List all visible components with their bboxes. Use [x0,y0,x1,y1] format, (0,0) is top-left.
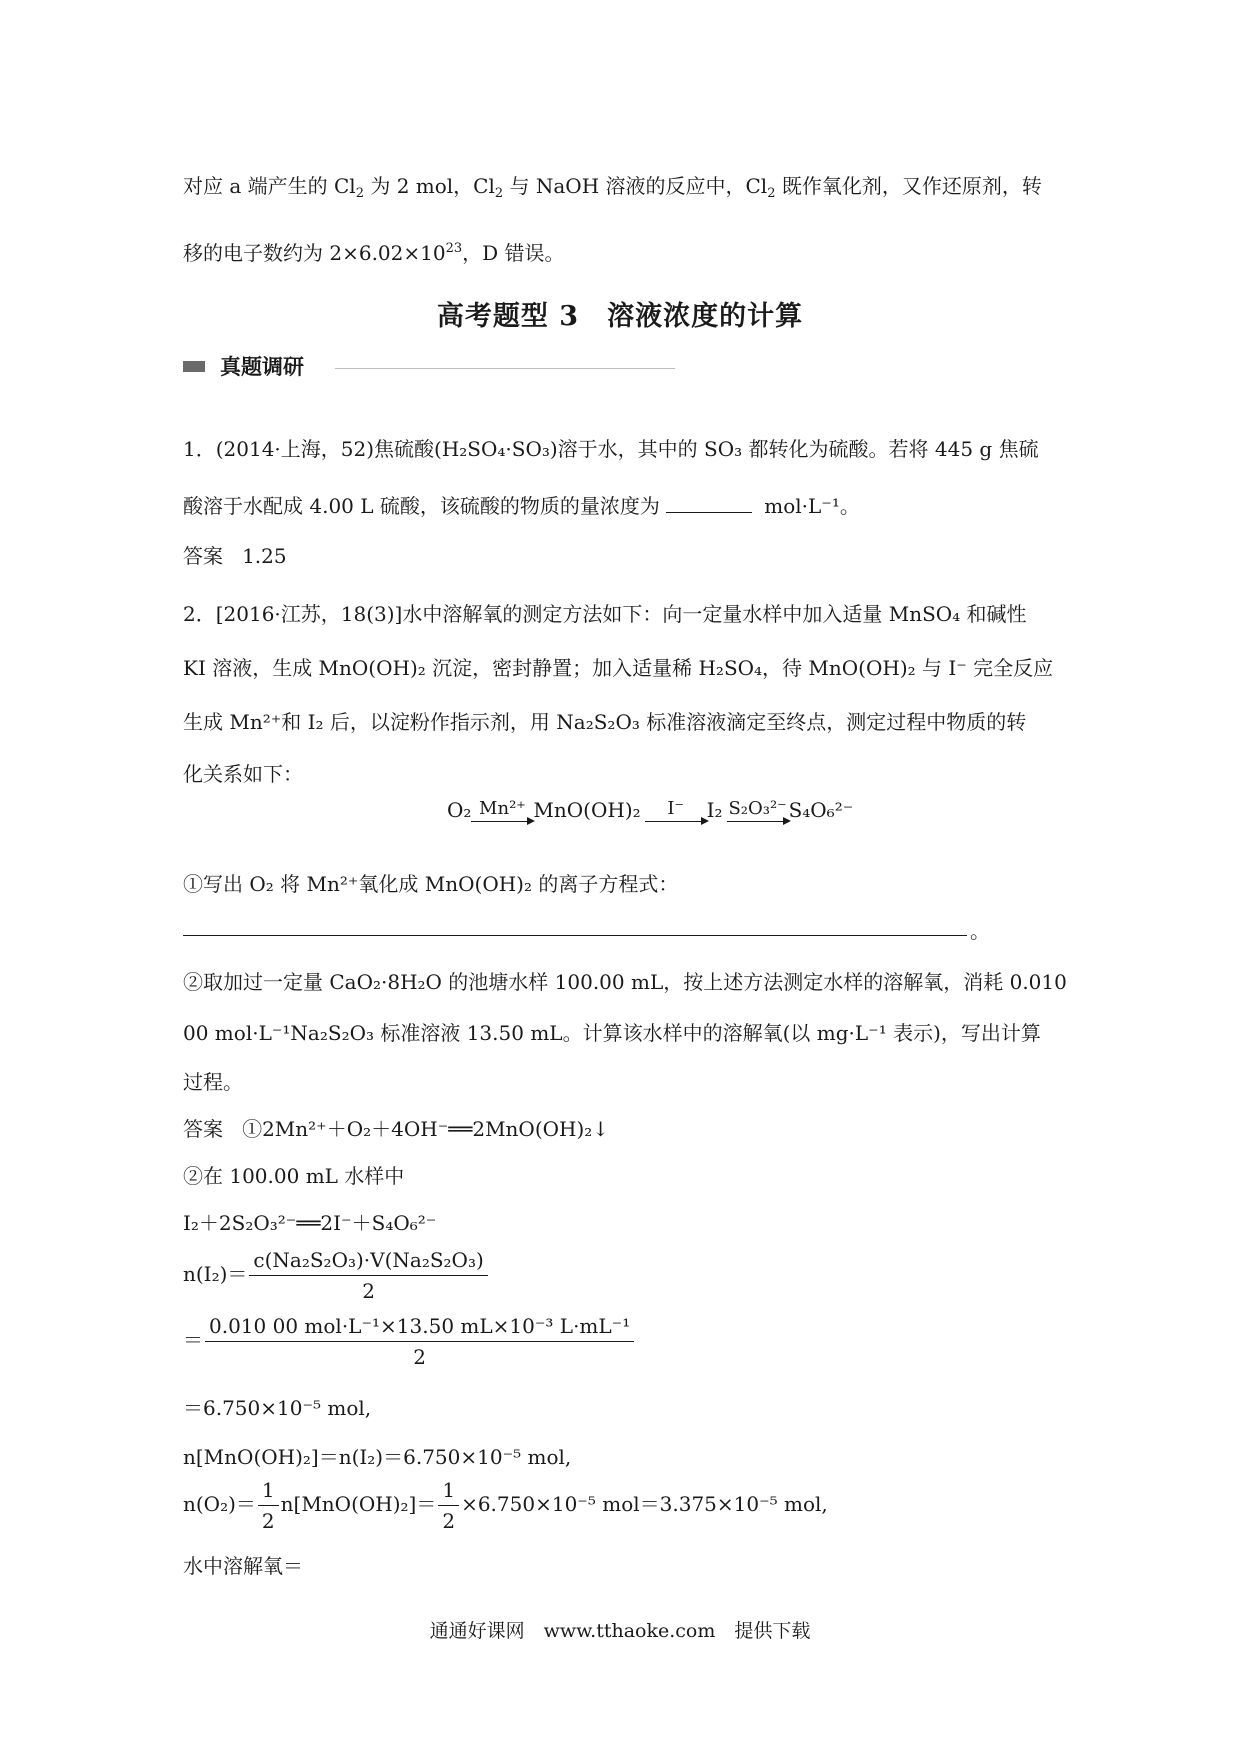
answer-label: 答案 [183,1117,223,1141]
answer-label: 答案 [183,544,223,568]
arrow-label: I⁻ [667,798,684,819]
fraction [205,1314,634,1369]
eq2-lhs: n(I₂)＝ [183,1262,248,1286]
fraction [249,1248,487,1303]
q2-line-2: KI 溶液，生成 MnO(OH)₂ 沉淀，密封静置；加入适量稀 H₂SO₄，待 MnO(OH)₂ 与 I⁻ 完全反应 [183,656,1054,680]
q2-part2-line-2: 00 mol·L⁻¹Na₂S₂O₃ 标准溶液 13.50 mL。计算该水样中的溶解氧(以 mg·L⁻¹ 表示)，写出计算 [183,1021,1041,1045]
reaction-scheme [447,795,853,822]
page-footer[interactable]: 通通好课网 www.tthaoke.com 提供下载 [429,1620,811,1642]
eq6-lhs: n(O₂)＝ [183,1492,256,1516]
q2-line-4: 化关系如下： [183,762,303,786]
q2-part1-period: 。 [970,919,990,943]
intro-text-e: 移的电子数约为 2×6.02×10 [183,241,446,265]
q2-line-3: 生成 Mn²⁺和 I₂ 后，以淀粉作指示剂，用 Na₂S₂O₃ 标准溶液滴定至终点，测定过程中物质的转 [183,710,1027,734]
q1-line-1: 1．(2014·上海，52)焦硫酸(H₂SO₄·SO₃)溶于水，其中的 SO₃ 都转化为硫酸。若将 445 g 焦硫 [183,437,1039,461]
fraction-numerator: c(Na₂S₂O₃)·V(Na₂S₂O₃) [249,1248,487,1276]
answer-underline [183,935,967,936]
eq3-lhs: ＝ [183,1328,203,1352]
q1-unit: mol·L⁻¹。 [757,494,860,518]
fraction-denominator: 2 [442,1509,456,1533]
subscript: 2 [494,186,504,201]
fraction [438,1478,459,1533]
equation-2 [183,1248,490,1303]
arrow-icon [727,821,789,822]
intro-line-2 [183,237,565,266]
q2-line-1: 2．[2016·江苏，18(3)]水中溶解氧的测定方法如下：向一定量水样中加入适量 MnSO₄ 和碱性 [183,602,1027,626]
q1-answer [183,540,287,569]
intro-text-c: 与 NaOH 溶液的反应中，Cl [503,174,768,198]
q1-line-2 [183,490,860,519]
scheme-species-4: S₄O₆²⁻ [788,798,854,822]
scheme-species-2: MnO(OH)₂ [533,798,641,822]
subscript: 2 [355,186,364,201]
section-header: 真题调研 [220,354,304,379]
intro-line-1 [183,170,1042,199]
equation-1: I₂＋2S₂O₃²⁻══2I⁻＋S₄O₆²⁻ [183,1211,437,1235]
arrow-icon [471,821,533,822]
scheme-arrow-2 [645,799,707,822]
equation-7: 水中溶解氧＝ [183,1554,303,1578]
superscript: 23 [445,241,463,256]
q1-text: 酸溶于水配成 4.00 L 硫酸，该硫酸的物质的量浓度为 [183,494,660,518]
eq6-middle: n[MnO(OH)₂]＝ [280,1492,437,1516]
fraction [258,1478,279,1533]
scheme-arrow-3 [727,799,789,822]
equation-5: n[MnO(OH)₂]＝n(I₂)＝6.750×10⁻⁵ mol, [183,1445,572,1469]
equation-4: ＝6.750×10⁻⁵ mol, [183,1396,372,1420]
fraction-numerator: 1 [438,1478,459,1506]
scheme-species-3: I₂ [706,798,723,822]
intro-text-a: 对应 a 端产生的 Cl [183,174,356,198]
section-marker-icon [183,361,205,372]
intro-text-d: 既作氧化剂，又作还原剂，转 [775,174,1042,198]
intro-text-b: 为 2 mol，Cl [363,174,495,198]
fraction-denominator: 2 [413,1345,426,1369]
fraction-numerator: 0.010 00 mol·L⁻¹×13.50 mL×10⁻³ L·mL⁻¹ [205,1314,634,1342]
q2-answer-1 [183,1113,609,1142]
section-title: 高考题型 3 溶液浓度的计算 [436,301,804,332]
section-divider [335,368,675,369]
answer-equation: ①2Mn²⁺＋O₂＋4OH⁻══2MnO(OH)₂↓ [242,1117,610,1141]
answer-value: 1.25 [242,544,287,568]
intro-text-f: ，D 错误。 [462,241,565,265]
equation-3 [183,1314,636,1369]
equation-6 [183,1478,828,1533]
subscript: 2 [767,186,776,201]
fraction-denominator: 2 [362,1279,375,1303]
fraction-numerator: 1 [258,1478,279,1506]
q2-part1: ①写出 O₂ 将 Mn²⁺氧化成 MnO(OH)₂ 的离子方程式： [183,872,679,896]
scheme-arrow-1 [471,799,533,822]
q2-part2-line-1: ②取加过一定量 CaO₂·8H₂O 的池塘水样 100.00 mL，按上述方法测定水样的溶解氧，消耗 0.010 [183,970,1067,994]
scheme-species-1: O₂ [447,798,472,822]
answer-blank [666,494,752,513]
arrow-label: Mn²⁺ [479,798,526,819]
q2-answer-2: ②在 100.00 mL 水样中 [183,1164,405,1188]
arrow-label: S₂O₃²⁻ [728,798,787,819]
eq6-rhs: ×6.750×10⁻⁵ mol＝3.375×10⁻⁵ mol, [461,1492,828,1516]
fraction-denominator: 2 [261,1509,275,1533]
arrow-icon [645,821,707,822]
q2-part2-line-3: 过程。 [183,1070,243,1094]
